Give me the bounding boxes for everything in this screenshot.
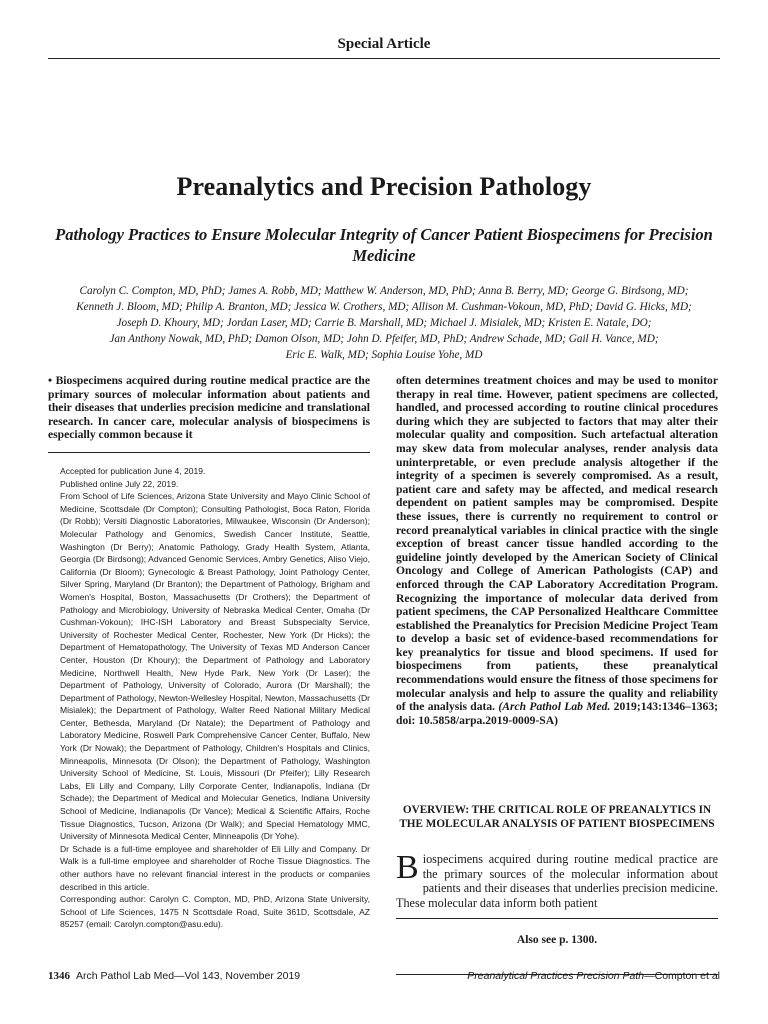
see-also-box <box>396 918 718 975</box>
see-also-note: Also see p. 1300. <box>516 934 598 946</box>
article-subtitle: Pathology Practices to Ensure Molecular Integrity of Cancer Patient Biospecimens for Precision Medicine <box>55 225 713 265</box>
author-list <box>48 283 720 363</box>
abstract-left-column: • Biospecimens acquired during routine medical practice are the primary sources of molecular information about patients and their diseases that underlies precision medicine and translational research. In cancer care, molecular analysis of biospecimens is especially common because it <box>48 374 370 442</box>
article-title: Preanalytics and Precision Pathology <box>176 172 592 201</box>
affiliations: From School of Life Sciences, Arizona State University and Mayo Clinic School of Medicine, Scottsdale (Dr Compton); Consulting Pathologist, Boca Raton, Florida (Dr Robb); Versiti Diagnostic Laboratories, Milwaukee, Wisconsin (Dr Anderson); Molecular Pathology and Genomics, Swedish Cancer Institute, Seattle, Washington (Dr Berry); Anatomic Pathology, Grady Health System, Atlanta, Georgia (Dr Birdsong); Advanced Genomic Services, Ambry Genetics, Aliso Viejo, California (Dr Bloom); Gynecologic & Breast Pathology, Joint Pathology Center, Silver Spring, Maryland (Dr Branton); the Department of Pathology, Brigham and Women's Hospital, Boston, Massachusetts (Dr Crothers); the Department of Pathology and Microbiology, University of Nebraska Medical Center, Omaha (Dr Cushman-Vokoun); IHC-ISH Laboratory and Breast Subspecialty Service, University of Rochester Medical Center, Rochester, New York (Dr Hicks); the Department of Hematopathology, The University of Texas MD Anderson Cancer Center, Houston (Dr Khoury); the Department of Pathology and Laboratory Medicine, Northwell Health, New Hyde Park, New York (Dr Laser); the Department of Pathology, University of Colorado, Aurora (Dr Marshall); the Department of Pathology, Newton-Wellesley Hospital, Newton, Massachusetts (Dr Misialek); the Department of Pathology, Walter Reed National Military Medical Center, Bethesda, Maryland (Dr Natale); the Department of Pathology and Laboratory Medicine, Roswell Park Comprehensive Cancer Center, Buffalo, New York (Dr Nowak); the Department of Pathology, Children's Hospitals and Clinics, Minneapolis, Minnesota (Dr Olson); the Department of Pathology, Washington University School of Medicine, St. Louis, Missouri (Dr Pfeifer); Lilly Research Labs, Eli Lilly and Company, Lilly Corporate Center, Indianapolis, Indiana (Dr Schade); the Department of Medical and Molecular Genetics, Indiana University School of Medicine, Indianapolis (Dr Vance); Medical & Scientific Affairs, Roche Tissue Diagnostics, Tucson, Arizona (Dr Walk); and Special Hematology MMC, University of Minnesota Medical Center, Minneapolis (Dr Yohe). <box>60 491 370 842</box>
citation-details: 2019;143:1346–1363; doi: 10.5858/arpa.2019-0009-SA) <box>396 700 718 727</box>
published-date: Published online July 22, 2019. <box>60 478 179 489</box>
author-line: Carolyn C. Compton, MD, PhD; James A. Robb, MD; Matthew W. Anderson, MD, PhD; Anna B. Berry, MD; George G. Birdsong, MD; <box>79 285 689 297</box>
disclosure: Dr Schade is a full-time employee and shareholder of Eli Lilly and Company. Dr Walk is a full-time employee and shareholder of Roche Tissue Diagnostics. The other authors have no relevant financial interest in the products or companies described in this article. <box>60 843 370 892</box>
journal-volume: Arch Pathol Lab Med—Vol 143, November 2019 <box>76 970 301 982</box>
author-line: Joseph D. Khoury, MD; Jordan Laser, MD; Carrie B. Marshall, MD; Michael J. Misialek, MD; Kristen E. Natale, DO; <box>116 317 652 329</box>
accepted-date: Accepted for publication June 4, 2019. <box>60 466 206 476</box>
author-line: Jan Anthony Nowak, MD, PhD; Damon Olson, MD; John D. Pfeifer, MD, PhD; Andrew Schade, MD; Gail H. Vance, MD; <box>109 333 659 345</box>
drop-cap: B <box>396 849 419 886</box>
author-line: Kenneth J. Bloom, MD; Philip A. Branton, MD; Jessica W. Crothers, MD; Allison M. Cushman-Vokoun, MD, PhD; David G. Hicks, MD; <box>76 301 692 313</box>
page-number: 1346 <box>48 970 70 982</box>
footer-journal-info <box>48 970 300 982</box>
running-title: Preanalytical Practices Precision Path <box>467 970 645 982</box>
correspondence: Corresponding author: Carolyn C. Compton, MD, PhD, Arizona State University, School of Life Sciences, 1475 N Scottsdale Road, Suite 361D, Scottsdale, AZ 85257 (email: Carolyn.compton@asu.edu). <box>60 894 370 930</box>
footnote-rule <box>48 452 370 453</box>
intro-text: iospecimens acquired during routine medical practice are the primary sources of the molecular information about patients and their diseases that underlies precision medicine. These molecular data inform both patient <box>396 852 718 910</box>
author-line: Eric E. Walk, MD; Sophia Louise Yohe, MD <box>285 349 483 361</box>
section-heading-overview: OVERVIEW: THE CRITICAL ROLE OF PREANALYTICS IN THE MOLECULAR ANALYSIS OF PATIENT BIOSPECIMENS <box>399 804 715 830</box>
see-also-rule <box>396 918 718 919</box>
intro-paragraph <box>396 849 718 910</box>
article-notes <box>60 465 370 931</box>
footer-running-title <box>467 970 720 982</box>
citation-journal: (Arch Pathol Lab Med. <box>498 700 611 714</box>
abstract-right-column <box>396 374 718 727</box>
abstract-continued-text: often determines treatment choices and may be used to monitor therapy in real time. However, patient specimens are collected, handled, and processed according to routine clinical procedures during which they are subjected to factors that may alter their molecular quality and composition. Such artefactual alteration may skew data from molecular analyses, render analysis data uninterpretable, or even preclude analysis altogether if the integrity of a specimen is severely compromised. As a result, patient care and safety may be affected, and medical research dependent on patient samples may be compromised. Despite these issues, there is currently no requirement to control or record preanalytical variables in clinical practice with the single exception of breast cancer tissue handled according to the guideline jointly developed by the American Society of Clinical Oncology and College of American Pathologists (CAP) and enforced through the CAP Laboratory Accreditation Program. Recognizing the importance of molecular data derived from patient specimens, the CAP Personalized Healthcare Committee established the Preanalytics for Precision Medicine Project Team to develop a basic set of evidence-based recommendations for key preanalytics for tissue and blood specimens. If used for biospecimens from patients, these preanalytical recommendations would ensure the fitness of those specimens for molecular analysis and help to assure the quality and reliability of the analysis data. <box>396 374 718 714</box>
section-label: Special Article <box>337 36 431 52</box>
header-rule <box>48 58 720 59</box>
running-authors: —Compton et al <box>644 970 720 982</box>
